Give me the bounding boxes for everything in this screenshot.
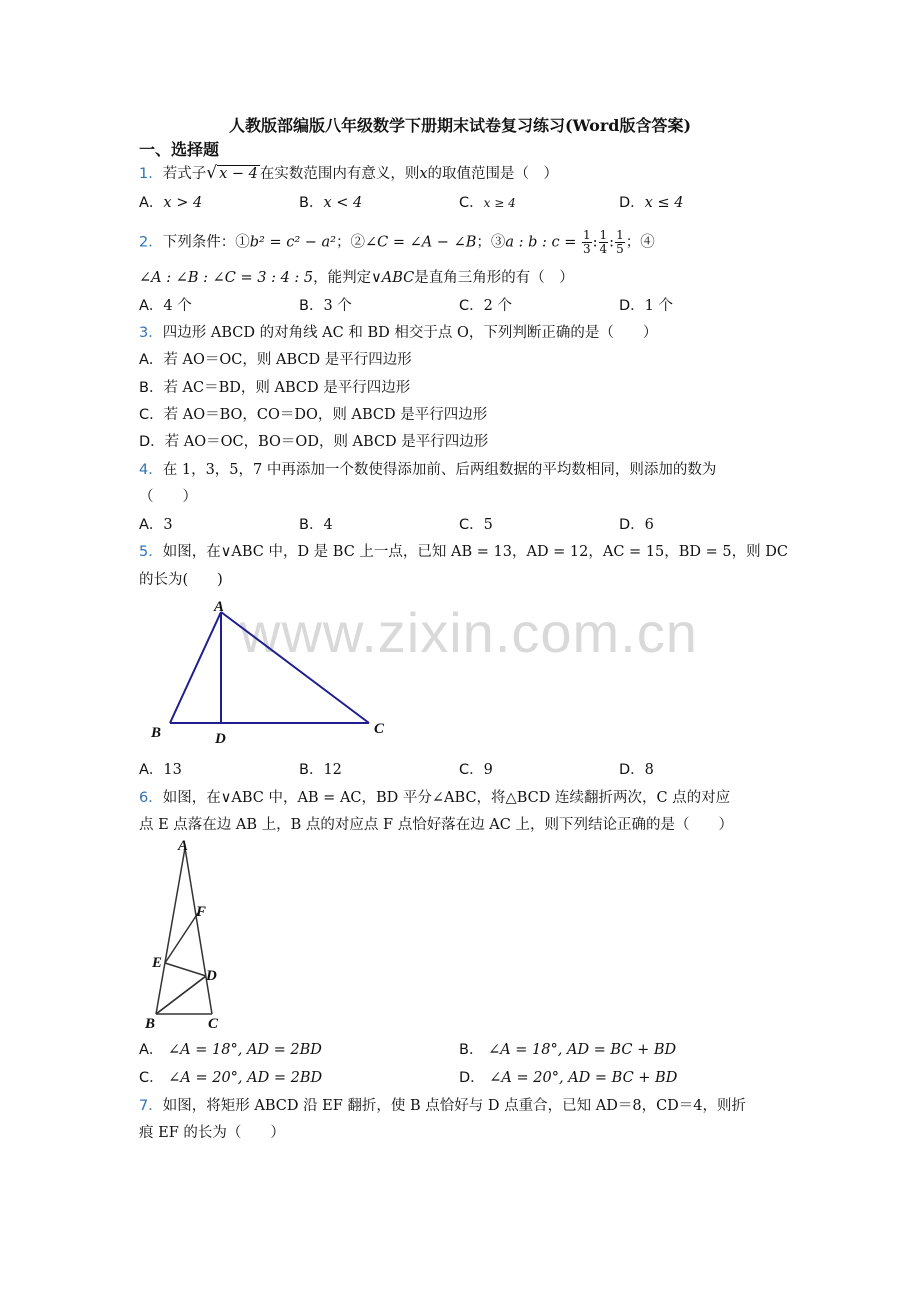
label-c: C bbox=[374, 721, 385, 737]
question-1-stem: 1．若式子√ x − 4 在实数范围内有意义，则x的取值范围是（ ） bbox=[139, 163, 559, 183]
q5-option-c[interactable]: C．9 bbox=[459, 762, 493, 778]
watermark: www.zixin.com.cn bbox=[240, 601, 698, 664]
q1-option-b[interactable]: B．x < 4 bbox=[299, 195, 363, 211]
page-title: 人教版部编版八年级数学下册期末试卷复习练习(Word版含答案) bbox=[228, 116, 692, 135]
q6-option-d[interactable]: D． ∠A = 20°, AD = BC + BD bbox=[459, 1070, 678, 1086]
question-number: 1． bbox=[139, 166, 163, 182]
q4-option-a[interactable]: A．3 bbox=[139, 517, 173, 533]
question-6-stem-line2: 点 E 点落在边 AB 上，B 点的对应点 F 点恰好落在边 AC 上，则下列结论正确的是（ ） bbox=[139, 817, 733, 833]
q1-option-c[interactable]: C．x ≥ 4 bbox=[459, 195, 516, 211]
segment-ab bbox=[170, 612, 221, 723]
question-number: 2． bbox=[139, 234, 163, 251]
label-d: D bbox=[215, 731, 226, 747]
question-number: 6． bbox=[139, 790, 163, 806]
label-f: F bbox=[196, 904, 207, 920]
q1-option-a[interactable]: A．x > 4 bbox=[139, 195, 203, 211]
q6-triangle-figure bbox=[140, 836, 240, 1036]
label-b: B bbox=[151, 725, 162, 741]
question-5-stem-line2: 的长为( ) bbox=[139, 572, 223, 588]
question-4-stem: 4．在 1，3，5，7 中再添加一个数使得添加前、后两组数据的平均数相同，则添加的数为 bbox=[139, 462, 717, 478]
question-3-stem: 3．四边形 ABCD 的对角线 AC 和 BD 相交于点 O，下列判断正确的是（ ） bbox=[139, 325, 658, 341]
q5-option-b[interactable]: B．12 bbox=[299, 762, 342, 778]
fraction: $\frac{1}{3}$ bbox=[583, 228, 591, 256]
q1-option-d[interactable]: D．x ≤ 4 bbox=[619, 195, 684, 211]
label-e: E bbox=[152, 955, 163, 971]
question-2-stem-line2: ∠A : ∠B : ∠C = 3 : 4 : 5，能判定∨ABC是直角三角形的有（ ） bbox=[139, 270, 574, 286]
question-7-stem-line2: 痕 EF 的长为（ ） bbox=[139, 1125, 285, 1141]
label-a: A bbox=[214, 599, 225, 615]
question-4-stem-line2: （ ） bbox=[139, 489, 197, 505]
question-number: 3． bbox=[139, 325, 163, 341]
q2-option-d[interactable]: D．1 个 bbox=[619, 298, 674, 314]
q3-option-c[interactable]: C．若 AO＝BO，CO＝DO，则 ABCD 是平行四边形 bbox=[139, 407, 488, 423]
question-6-stem: 6．如图，在∨ABC 中，AB = AC，BD 平分∠ABC，将△BCD 连续翻折两次，C 点的对应 bbox=[139, 790, 731, 806]
q5-option-d[interactable]: D．8 bbox=[619, 762, 654, 778]
sqrt-expression: √ x − 4 bbox=[206, 163, 258, 183]
question-2-stem: 2．下列条件：①b² = c² − a²；②∠C = ∠A − ∠B；③a : b : c = $\frac{1}{3}$ : $\frac{1}{4}$ : $\frac{1}{5}$ ；④ bbox=[139, 228, 655, 256]
segment-ab bbox=[156, 848, 185, 1014]
q5-option-a[interactable]: A．13 bbox=[139, 762, 182, 778]
fraction: $\frac{1}{5}$ bbox=[616, 228, 624, 256]
label-d: D bbox=[206, 968, 217, 984]
question-number: 5． bbox=[139, 544, 163, 560]
question-number: 7． bbox=[139, 1098, 163, 1114]
q4-option-c[interactable]: C．5 bbox=[459, 517, 493, 533]
q5-triangle-figure bbox=[140, 595, 400, 750]
q6-option-a[interactable]: A． ∠A = 18°, AD = 2BD bbox=[139, 1042, 322, 1058]
segment-db bbox=[156, 976, 206, 1014]
q3-option-a[interactable]: A．若 AO＝OC，则 ABCD 是平行四边形 bbox=[139, 352, 412, 368]
q6-option-b[interactable]: B． ∠A = 18°, AD = BC + BD bbox=[459, 1042, 677, 1058]
q4-option-b[interactable]: B．4 bbox=[299, 517, 333, 533]
segment-ac bbox=[221, 612, 369, 723]
question-number: 4． bbox=[139, 462, 163, 478]
q2-option-b[interactable]: B．3 个 bbox=[299, 298, 352, 314]
label-c: C bbox=[208, 1016, 219, 1032]
question-5-stem: 5．如图，在∨ABC 中，D 是 BC 上一点，已知 AB = 13，AD = 12，AC = 15，BD = 5，则 DC bbox=[139, 544, 788, 560]
q2-option-c[interactable]: C．2 个 bbox=[459, 298, 512, 314]
fraction: $\frac{1}{4}$ bbox=[599, 228, 608, 256]
q3-option-d[interactable]: D．若 AO＝OC，BO＝OD，则 ABCD 是平行四边形 bbox=[139, 434, 489, 450]
label-b: B bbox=[145, 1016, 156, 1032]
q4-option-d[interactable]: D．6 bbox=[619, 517, 654, 533]
q2-option-a[interactable]: A．4 个 bbox=[139, 298, 192, 314]
label-a: A bbox=[178, 838, 189, 854]
q3-option-b[interactable]: B．若 AC＝BD，则 ABCD 是平行四边形 bbox=[139, 380, 411, 396]
question-7-stem: 7．如图，将矩形 ABCD 沿 EF 翻折，使 B 点恰好与 D 点重合，已知 AD＝8，CD＝4，则折 bbox=[139, 1098, 747, 1114]
q6-option-c[interactable]: C． ∠A = 20°, AD = 2BD bbox=[139, 1070, 323, 1086]
section-heading: 一、选择题 bbox=[139, 140, 220, 159]
